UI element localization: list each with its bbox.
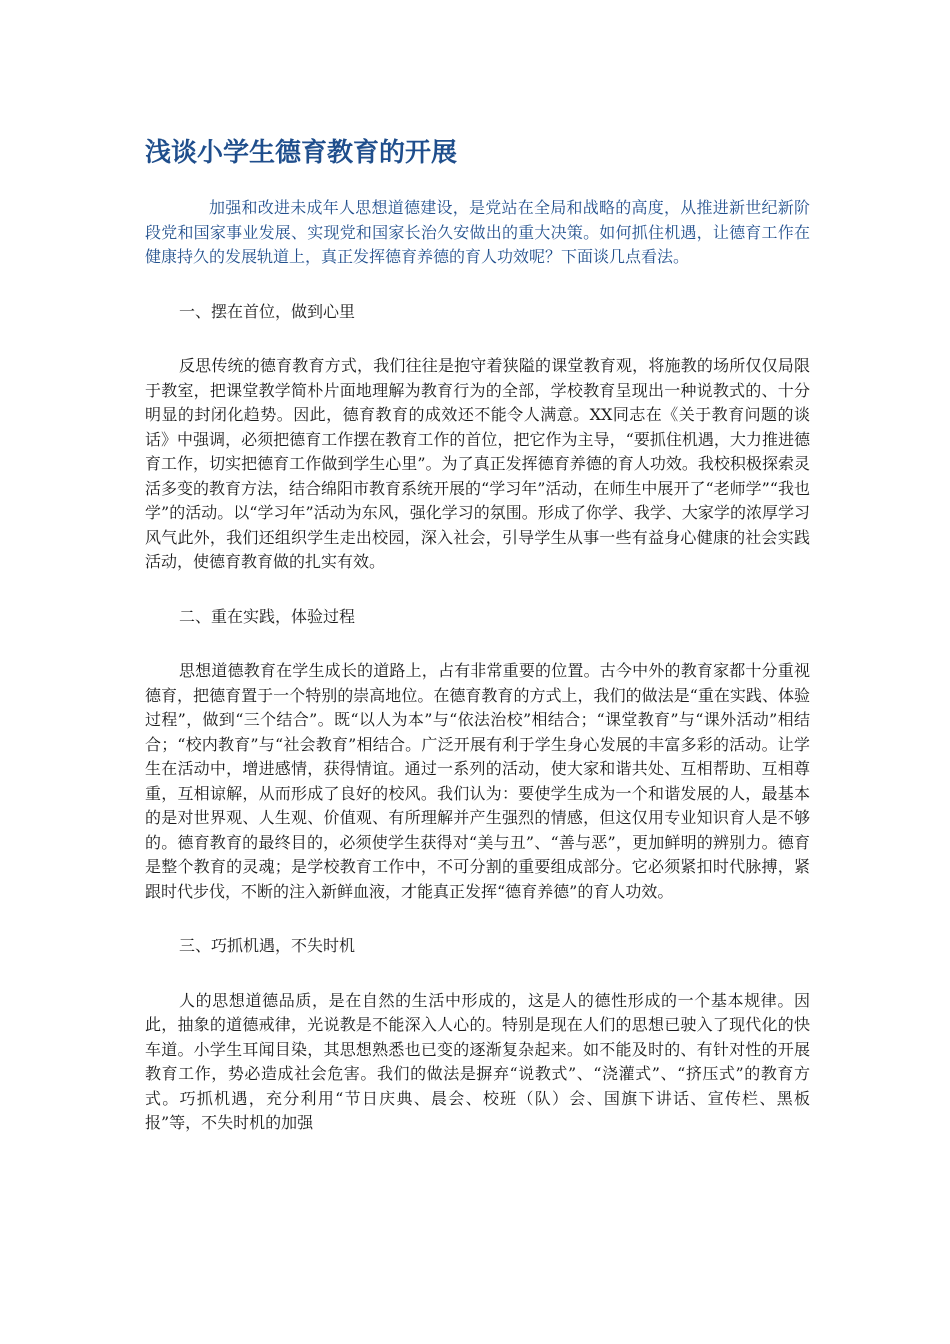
document-body <box>145 196 810 1166</box>
section-3-paragraph: 人的思想道德品质，是在自然的生活中形成的，这是人的德性形成的一个基本规律。因此，抽象的道德戒律，光说教是不能深入人心的。特别是现在人们的思想已驶入了现代化的快车道。小学生耳闻目染，其思想熟悉也已变的逐渐复杂起来。如不能及时的、有针对性的开展教育工作，势必造成社会危害。我们的做法是摒弃“说教式”、“浇灌式”、“挤压式”的教育方式。巧抓机遇，充分利用“节日庆典、晨会、校班（队）会、国旗下讲话、宣传栏、黑板报”等，不失时机的加强 <box>145 990 810 1132</box>
section-2-paragraph: 思想道德教育在学生成长的道路上，占有非常重要的位置。古今中外的教育家都十分重视德育，把德育置于一个特别的崇高地位。在德育教育的方式上，我们的做法是“重在实践、体验过程”，做到“三个结合”。既“以人为本”与“依法治校”相结合；“课堂教育”与“课外活动”相结合；“校内教育”与“社会教育”相结合。广泛开展有利于学生身心发展的丰富多彩的活动。让学生在活动中，增进感情，获得情谊。通过一系列的活动，使大家和谐共处、互相帮助、互相尊重，互相谅解，从而形成了良好的校风。我们认为：要使学生成为一个和谐发展的人，最基本的是对世界观、人生观、价值观、有所理解并产生强烈的情感，但这仅用专业知识育人是不够的。德育教育的最终目的，必须使学生获得对“美与丑”、“善与恶”，更加鲜明的辨别力。德育是整个教育的灵魂；是学校教育工作中，不可分割的重要组成部分。它必须紧扣时代脉搏，紧跟时代步伐，不断的注入新鲜血液，才能真正发挥“德育养德”的育人功效。 <box>145 661 810 901</box>
intro-paragraph: 加强和改进未成年人思想道德建设，是党站在全局和战略的高度，从推进新世纪新阶段党和国家事业发展、实现党和国家长治久安做出的重大决策。如何抓住机遇，让德育工作在健康持久的发展轨道上，真正发挥德育养德的育人功效呢？下面谈几点看法。 <box>145 198 810 266</box>
document-title: 浅谈小学生德育教育的开展 <box>145 138 458 168</box>
section-1-heading: 一、摆在首位，做到心里 <box>179 301 356 321</box>
section-1-paragraph: 反思传统的德育教育方式，我们往往是抱守着狭隘的课堂教育观，将施教的场所仅仅局限于教室，把课堂教学简朴片面地理解为教育行为的全部，学校教育呈现出一种说教式的、十分明显的封闭化趋势。因此，德育教育的成效还不能令人满意。XX同志在《关于教育问题的谈话》中强调，必须把德育工作摆在教育工作的首位，把它作为主导，“要抓住机遇，大力推进德育工作，切实把德育工作做到学生心里”。为了真正发挥德育养德的育人功效。我校积极探索灵活多变的教育方法，结合绵阳市教育系统开展的“学习年”活动，在师生中展开了“老师学”“我也学”的活动。以“学习年”活动为东风，强化学习的氛围。形成了你学、我学、大家学的浓厚学习风气此外，我们还组织学生走出校园，深入社会，引导学生从事一些有益身心健康的社会实践活动，使德育教育做的扎实有效。 <box>145 356 810 571</box>
section-2-heading: 二、重在实践，体验过程 <box>179 606 356 626</box>
section-3-heading: 三、巧抓机遇，不失时机 <box>179 936 356 955</box>
